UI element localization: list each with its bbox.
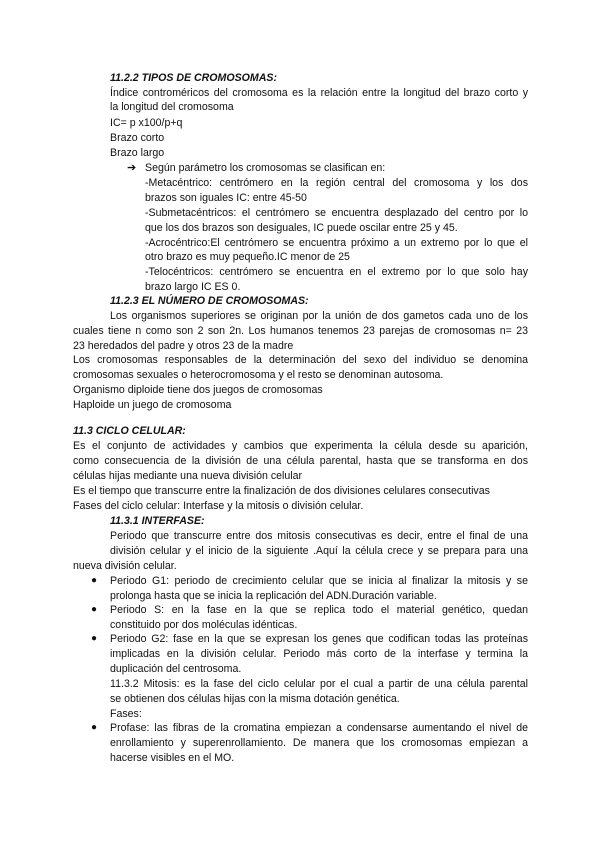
mitosis-line: se obtienen dos células hijas con la misma dotación genética. bbox=[110, 693, 400, 705]
tipo-line: -Submetacéntricos: el centrómero se encuentra desplazado del centro por lo bbox=[145, 207, 528, 219]
list-item-line: implicadas en la división celular. Periodo más corto de la interfase y termina la bbox=[110, 648, 528, 660]
tipo-line: que los dos brazos son desiguales, IC puede oscilar entre 25 y 45. bbox=[145, 222, 458, 234]
list-item-line: duplicación del centrosoma. bbox=[110, 663, 242, 675]
paragraph-line: Organismo diploide tiene dos juegos de cromosomas bbox=[73, 384, 323, 396]
heading-interfase: 11.3.1 INTERFASE: bbox=[110, 515, 205, 527]
paragraph-line: Haploide un juego de cromosoma bbox=[73, 399, 232, 411]
paragraph-line: 23 heredados del padre y otros 23 de la madre bbox=[73, 340, 294, 352]
fases-label: Fases: bbox=[110, 708, 142, 720]
bullet-icon: ● bbox=[91, 722, 98, 733]
paragraph-line: la longitud del cromosoma bbox=[110, 101, 234, 113]
paragraph-line: nueva división celular. bbox=[73, 560, 177, 572]
brazo-corto-line: Brazo corto bbox=[110, 132, 165, 144]
paragraph-line: Es el conjunto de actividades y cambios que experimenta la célula desde su aparición, bbox=[73, 440, 528, 452]
list-item-line: Periodo G2: fase en la que se expresan los genes que codifican todas las proteínas bbox=[110, 633, 528, 645]
paragraph-line: Índice controméricos del cromosoma es la relación entre la longitud del brazo corto y bbox=[110, 87, 528, 99]
formula-line: IC= p x100/p+q bbox=[110, 117, 183, 129]
list-item-line: Periodo G1: periodo de crecimiento celular que se inicia al finalizar la mitosis y se bbox=[110, 575, 528, 587]
paragraph-line: Los organismos superiores se originan por la unión de dos gametos cada uno de los bbox=[110, 310, 528, 322]
bullet-icon: ● bbox=[91, 604, 98, 615]
brazo-largo-line: Brazo largo bbox=[110, 147, 165, 159]
list-item-line: constituido por dos moléculas idénticas. bbox=[110, 619, 298, 631]
paragraph-line: cuales tiene n como son 2 son 2n. Los humanos tenemos 23 parejas de cromosomas n= 23 bbox=[73, 325, 528, 337]
arrow-icon: ➔ bbox=[127, 162, 137, 174]
clasificacion-line: Según parámetro los cromosomas se clasifican en: bbox=[145, 162, 386, 174]
list-item-line: Periodo S: en la fase en la que se replica todo el material genético, quedan bbox=[110, 604, 528, 616]
paragraph-line: células hijas mediante una nueva división celular bbox=[73, 470, 303, 482]
paragraph-line: Es el tiempo que transcurre entre la finalización de dos divisiones celulares consecutivas bbox=[73, 485, 490, 497]
tipo-line: -Telocéntricos: centrómero se encuentra en el extremo por lo que solo hay bbox=[145, 266, 528, 278]
heading-numero-cromosomas: 11.2.3 EL NÚMERO DE CROMOSOMAS: bbox=[110, 295, 309, 307]
list-item-line: hacerse visibles en el MO. bbox=[110, 752, 235, 764]
paragraph-line: Fases del ciclo celular: Interfase y la mitosis o división celular. bbox=[73, 500, 364, 512]
heading-ciclo-celular: 11.3 CICLO CELULAR: bbox=[73, 425, 186, 437]
paragraph-line: Los cromosomas responsables de la determinación del sexo del individuo se denomina bbox=[73, 354, 528, 366]
bullet-icon: ● bbox=[91, 633, 98, 644]
tipo-line: brazo largo IC ES 0. bbox=[145, 281, 241, 293]
list-item-line: prolonga hasta que se inicia la replicación del ADN.Duración variable. bbox=[110, 590, 437, 602]
paragraph-line: división celular y el inicio de la siguiente .Aquí la célula crece y se prepara para una bbox=[110, 545, 528, 557]
list-item-line: Profase: las fibras de la cromatina empiezan a condensarse aumentando el nivel de bbox=[110, 722, 528, 734]
tipo-line: -Acrocéntrico:El centrómero se encuentra próximo a un extremo por lo que el bbox=[145, 237, 528, 249]
paragraph-line: como consecuencia de la división de una célula parental, hasta que se transforma en dos bbox=[73, 455, 528, 467]
list-item-line: enrollamiento y superenrollamiento. De manera que los cromosomas empiezan a bbox=[110, 737, 528, 749]
mitosis-line: 11.3.2 Mitosis: es la fase del ciclo celular por el cual a partir de una célula parental bbox=[110, 678, 528, 690]
tipo-line: -Metacéntrico: centrómero en la región central del cromosoma y los dos bbox=[145, 177, 528, 189]
heading-tipos-cromosomas: 11.2.2 TIPOS DE CROMOSOMAS: bbox=[110, 72, 277, 84]
paragraph-line: Periodo que transcurre entre dos mitosis consecutivas es decir, entre el final de una bbox=[110, 530, 528, 542]
paragraph-line: cromosomas sexuales o heterocromosoma y el resto se denominan autosoma. bbox=[73, 369, 444, 381]
tipo-line: brazos son iguales IC: entre 45-50 bbox=[145, 192, 307, 204]
tipo-line: otro brazo es muy pequeño.IC menor de 25 bbox=[145, 251, 350, 263]
bullet-icon: ● bbox=[91, 575, 98, 586]
